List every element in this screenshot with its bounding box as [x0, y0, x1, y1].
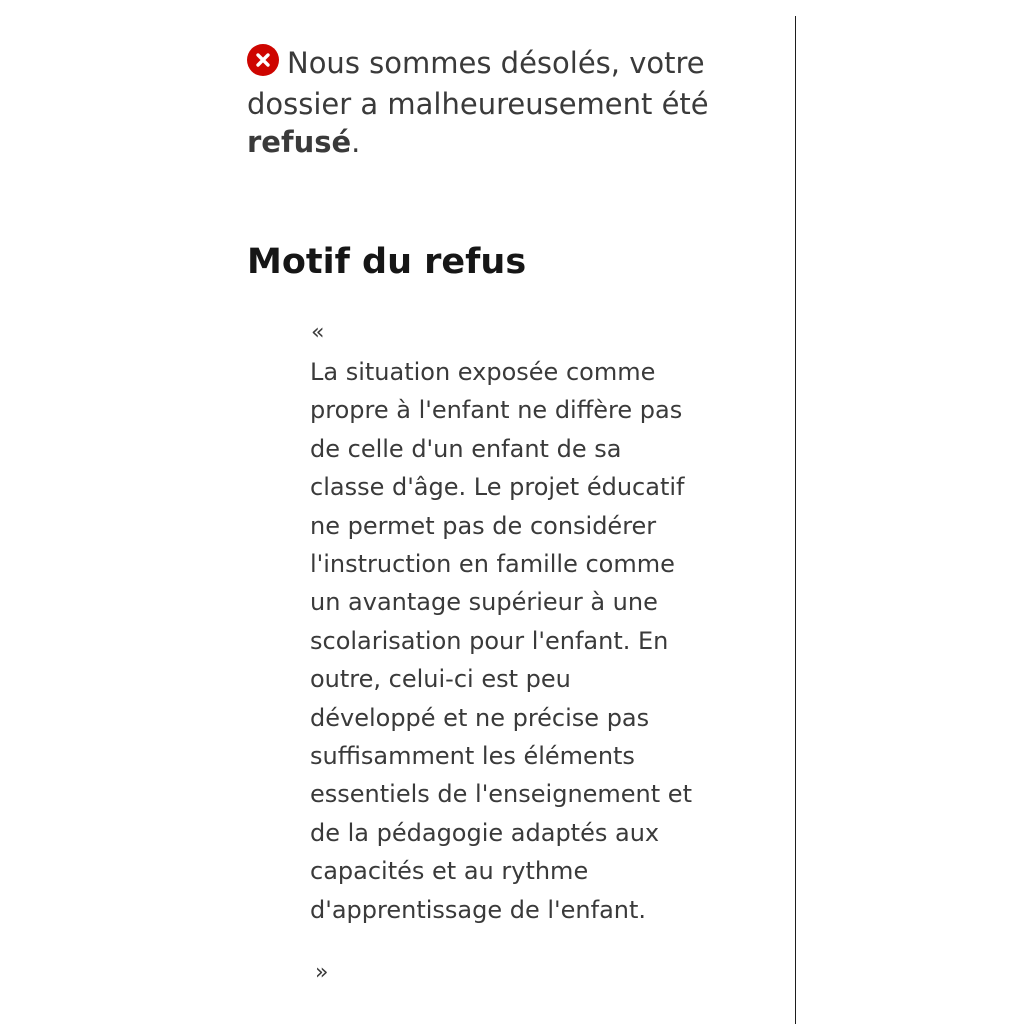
quote-line: un avantage supérieur à une — [310, 588, 658, 617]
quote-line: capacités et au rythme — [310, 857, 589, 886]
vertical-divider — [795, 16, 796, 1024]
quote-line: ne permet pas de considérer — [310, 511, 657, 540]
quote-line: classe d'âge. Le projet éducatif — [310, 473, 685, 502]
refusal-status-message — [247, 44, 747, 161]
opening-quote-mark: « — [311, 320, 325, 345]
reason-quote-text — [310, 353, 730, 929]
closing-quote-mark: » — [315, 960, 329, 985]
quote-line: l'instruction en famille comme — [310, 550, 675, 579]
quote-line: suffisamment les éléments — [310, 742, 635, 771]
quote-line: essentiels de l'enseignement et — [310, 780, 692, 809]
status-period: . — [351, 125, 361, 159]
quote-line: développé et ne précise pas — [310, 703, 650, 732]
reason-heading: Motif du refus — [247, 242, 527, 282]
quote-line: de celle d'un enfant de sa — [310, 434, 622, 463]
error-circle-icon — [247, 44, 279, 85]
quote-line: scolarisation pour l'enfant. En — [310, 626, 669, 655]
quote-line: outre, celui-ci est peu — [310, 665, 571, 694]
quote-line: propre à l'enfant ne diffère pas — [310, 396, 683, 425]
status-refused-word: refusé — [247, 125, 352, 159]
quote-line: d'apprentissage de l'enfant. — [310, 895, 647, 924]
quote-line: La situation exposée comme — [310, 358, 656, 386]
quote-line: de la pédagogie adaptés aux — [310, 818, 660, 847]
status-text: Nous sommes désolés, votre dossier a malheureusement été — [247, 46, 709, 121]
